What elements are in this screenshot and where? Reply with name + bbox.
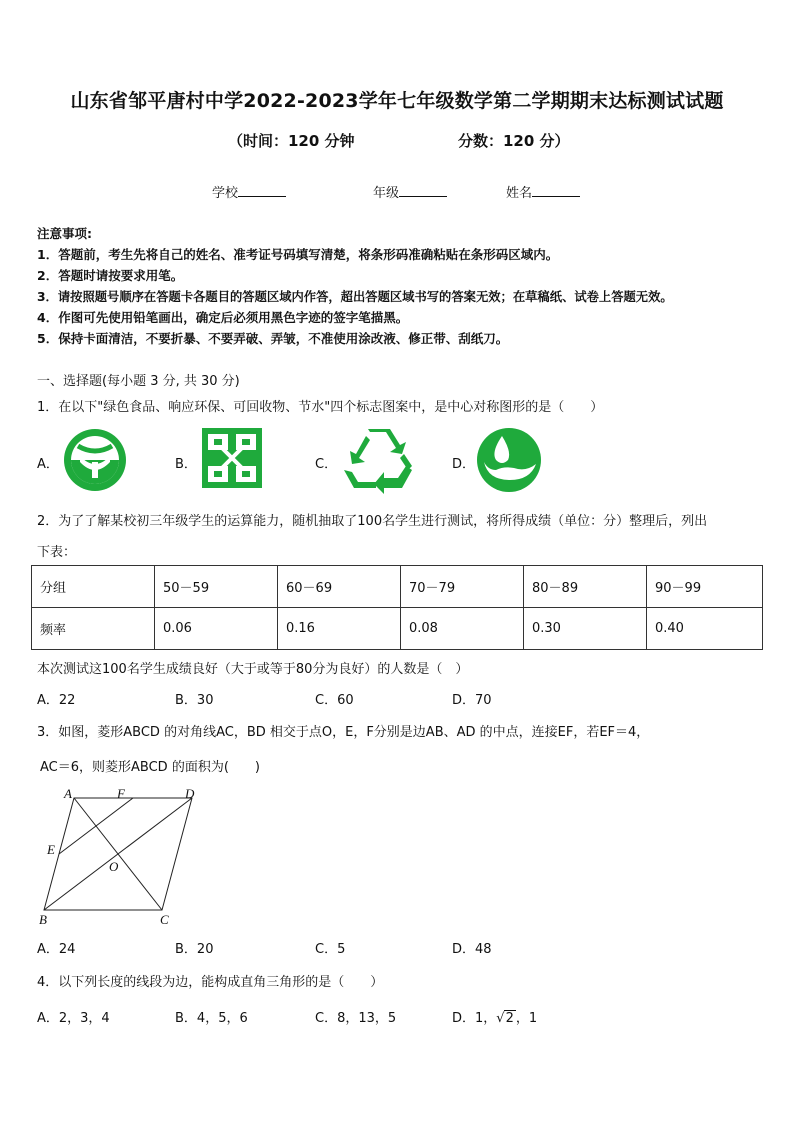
table-cell: 分组 (32, 566, 155, 608)
table-cell: 0.30 (524, 608, 647, 650)
table-cell: 0.16 (278, 608, 401, 650)
note-item: 3．请按照题号顺序在答题卡各题目的答题区域内作答，超出答题区域书写的答案无效；在草稿纸、试卷上答题无效。 (37, 290, 673, 304)
grade-field (373, 182, 447, 201)
question-3-text: 3．如图，菱形ABCD 的对角线AC，BD 相交于点O，E，F分别是边AB、AD 的中点，连接EF，若EF＝4， (37, 725, 650, 740)
grade-label: 年级 (373, 186, 400, 201)
point-d-label: D (185, 786, 195, 801)
q1-option-a-label: A． (37, 457, 59, 472)
q1-option-b-label: B． (175, 457, 197, 472)
table-cell: 70－79 (401, 566, 524, 608)
q4-option-c: C．8，13，5 (315, 1011, 397, 1026)
green-food-logo-icon (60, 426, 130, 494)
table-cell: 0.08 (401, 608, 524, 650)
question-2-text-cont: 下表： (37, 545, 77, 560)
diagonal-bd (44, 798, 192, 910)
recycle-logo-icon (340, 426, 416, 494)
name-field (506, 182, 580, 201)
table-cell: 50－59 (155, 566, 278, 608)
table-cell: 0.40 (647, 608, 763, 650)
q4-option-d-suffix: ，1 (515, 1011, 538, 1026)
question-4-text: 4．以下列长度的线段为边，能构成直角三角形的是（ ） (37, 975, 384, 990)
exam-time: （时间：120 分钟 (228, 132, 355, 150)
point-o-label: O (109, 859, 119, 874)
q4-option-d-prefix: D．1， (452, 1011, 497, 1026)
school-label: 学校 (212, 186, 239, 201)
note-item: 5．保持卡面清洁，不要折暴、不要弄破、弄皱，不准使用涂改液、修正带、刮纸刀。 (37, 331, 509, 346)
table-cell: 60－69 (278, 566, 401, 608)
note-item: 4．作图可先使用铅笔画出，确定后必须用黑色字迹的签字笔描黑。 (37, 310, 409, 325)
question-2-text: 2．为了了解某校初三年级学生的运算能力，随机抽取了100名学生进行测试，将所得成绩（单位：分）整理后，列出 (37, 514, 708, 529)
q2-option-c: C．60 (315, 693, 354, 708)
question-2-prompt: 本次测试这100名学生成绩良好（大于或等于80分为良好）的人数是（ ） (37, 662, 469, 677)
table-row (32, 608, 763, 650)
water-saving-logo-icon (474, 426, 544, 494)
q4-option-d-radicand: 2 (505, 1011, 514, 1026)
q3-option-d: D．48 (452, 942, 492, 957)
note-item: 1．答题前，考生先将自己的姓名、准考证号码填写清楚，将条形码准确粘贴在条形码区域内。 (37, 247, 559, 262)
point-a-label: A (64, 786, 72, 801)
q3-option-c: C．5 (315, 942, 346, 957)
exam-score: 分数：120 分） (458, 132, 570, 150)
grade-blank (399, 184, 447, 197)
table-cell: 0.06 (155, 608, 278, 650)
q2-option-b: B．30 (175, 693, 214, 708)
rhombus-figure (30, 782, 220, 930)
table-cell: 90－99 (647, 566, 763, 608)
point-f-label: F (117, 786, 125, 801)
name-blank (532, 184, 580, 197)
environment-logo-icon (200, 426, 264, 490)
q4-option-d (452, 1007, 537, 1026)
note-item: 2．答题时请按要求用笔。 (37, 268, 184, 283)
table-cell: 80－89 (524, 566, 647, 608)
notes-heading: 注意事项: (37, 226, 92, 241)
school-blank (238, 184, 286, 197)
q3-option-a: A．24 (37, 942, 76, 957)
school-field (212, 182, 286, 201)
section-heading: 一、选择题(每小题 3 分, 共 30 分) (37, 374, 240, 389)
table-cell: 频率 (32, 608, 155, 650)
question-3-text-cont: AC＝6，则菱形ABCD 的面积为( ) (40, 760, 260, 775)
sqrt-symbol-icon: √ (496, 1011, 505, 1026)
q2-option-d: D．70 (452, 693, 492, 708)
q2-option-a: A．22 (37, 693, 76, 708)
q1-option-d-label: D． (452, 457, 476, 472)
page-title: 山东省邹平唐村中学2022-2023学年七年级数学第二学期期末达标测试试题 (70, 90, 724, 112)
q4-option-b: B．4，5，6 (175, 1011, 248, 1026)
q1-option-c-label: C． (315, 457, 338, 472)
point-e-label: E (47, 842, 55, 857)
q3-option-b: B．20 (175, 942, 214, 957)
table-row (32, 566, 763, 608)
point-b-label: B (39, 912, 47, 927)
segment-ef (59, 798, 133, 854)
q4-option-a: A．2，3，4 (37, 1011, 110, 1026)
question-1-text: 1．在以下"绿色食品、响应环保、可回收物、节水"四个标志图案中，是中心对称图形的是（ ） (37, 400, 604, 415)
frequency-table (31, 565, 763, 650)
point-c-label: C (160, 912, 169, 927)
name-label: 姓名 (506, 186, 533, 201)
